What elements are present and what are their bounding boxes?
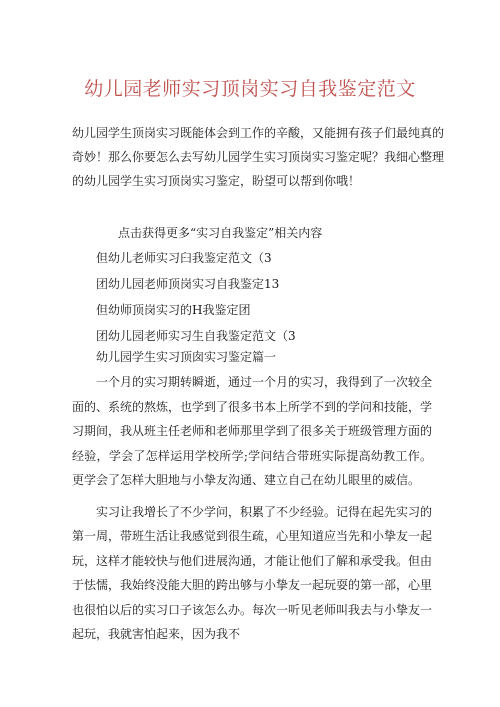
related-link-item[interactable] (96, 271, 296, 297)
related-heading: 点击获得更多“实习自我鉴定”相关内容 (118, 226, 323, 240)
related-link[interactable]: 团幼儿园老师实习生自我鉴定范文（3 (96, 329, 296, 343)
related-link-item[interactable] (96, 245, 296, 271)
related-link-item[interactable] (96, 323, 296, 349)
intro-paragraph (72, 121, 444, 193)
body-paragraph: 实习让我增长了不少学问，积累了不少经验。记得在起先实习的第一周，带班生活让我感觉到很生疏，心里知道应当先和小挚友一起玩，这样才能较快与他们进展沟通，才能让他们了解和承受我。但由于怯懦，我始终没能大胆的跨出够与小挚友一起玩耍的第一部，心里也很怕以后的实习口子该怎么办。每次一听见老师叫我去与小挚友一起玩，我就害怕起来，因为我不 (72, 504, 433, 641)
body-text (72, 370, 432, 654)
related-link-item[interactable] (96, 297, 296, 323)
section-title: 幼儿园学生实习顶囱实习鉴定篇一 (96, 350, 277, 364)
body-paragraph: 一个月的实习期转瞬逝，通过一个月的实习，我得到了一次较全面的、系统的熬炼，也学到了很多书本上所学不到的学问和技能，学习期间，我从班主任老师和老师那里学到了很多关于班级管理方面的经验，学会了怎样运用学校所学;学问结合带班实际提高幼教工作。更学会了怎样大胆地与小挚友沟通、建立自己在幼儿眼里的威信。 (72, 375, 433, 487)
related-links-list (96, 245, 296, 349)
intro-text: 幼儿园学生顶岗实习既能体会到工作的辛酸，又能拥有孩子们最纯真的奇妙！那么你要怎么去写幼儿园学生实习顶岗实习鉴定呢？我细心整理的幼儿园学生实习顶岗实习鉴定，盼望可以帮到你哦！ (72, 126, 445, 188)
related-link[interactable]: 但幼儿老师实习臼我鉴定范文（3 (96, 251, 272, 265)
related-link[interactable]: 但幼师顶岗实习的H我鉴定团 (96, 303, 251, 317)
related-link[interactable]: 团幼儿园老师顶岗实习自我鉴定13 (96, 277, 280, 291)
document-title: 幼儿园老师实习顶岗实习自我鉴定范文 (84, 78, 416, 100)
